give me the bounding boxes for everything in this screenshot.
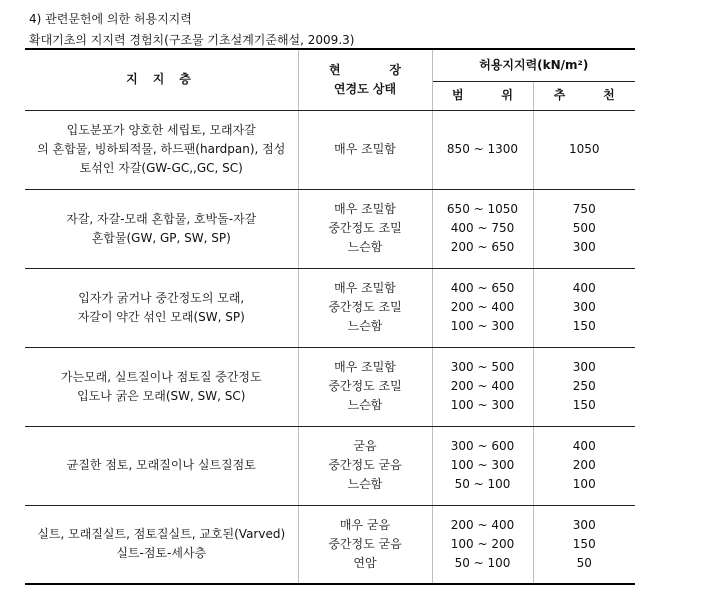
table-row bbox=[25, 505, 635, 584]
table-row bbox=[25, 426, 635, 505]
range-cell-line: 400 ~ 650 bbox=[450, 281, 515, 295]
layer-cell-line: 입자가 굵거나 중간정도의 모래, bbox=[78, 290, 245, 305]
state-cell-line: 느슨함 bbox=[347, 319, 383, 333]
state-cell-line: 느슨함 bbox=[347, 398, 383, 412]
range-cell-line: 200 ~ 400 bbox=[450, 379, 515, 393]
section-heading: 4) 관련문헌에 의한 허용지지력 bbox=[29, 12, 192, 26]
state-cell-line: 연암 bbox=[353, 555, 377, 570]
table-row bbox=[25, 110, 635, 189]
layer-cell-line: 가는모래, 실트질이나 점토질 중간정도 bbox=[60, 369, 262, 384]
recommended-cell-line: 300 bbox=[572, 240, 596, 254]
recommended-cell bbox=[533, 347, 635, 426]
recommended-cell-line: 250 bbox=[572, 379, 596, 393]
recommended-cell-line: 150 bbox=[572, 319, 596, 333]
state-cell bbox=[298, 189, 432, 268]
state-cell-line: 매우 굳음 bbox=[339, 517, 391, 532]
header-state-line1-left: 현 bbox=[329, 62, 341, 77]
range-cell-line: 200 ~ 650 bbox=[450, 240, 515, 254]
state-cell-line: 중간정도 굳음 bbox=[328, 536, 402, 551]
layer-cell-line: 의 혼합물, 빙하퇴적물, 하드팬(hardpan), 점성 bbox=[37, 142, 286, 156]
layer-cell-line: 균질한 점토, 모래질이나 실트질점토 bbox=[66, 458, 256, 472]
state-cell-line: 굳음 bbox=[353, 439, 377, 453]
range-cell bbox=[432, 426, 533, 505]
recommended-cell bbox=[533, 268, 635, 347]
layer-cell bbox=[25, 268, 298, 347]
range-cell-line: 300 ~ 600 bbox=[450, 439, 515, 453]
header-recommended: 추 천 bbox=[533, 81, 635, 110]
range-cell-line: 100 ~ 300 bbox=[450, 398, 515, 412]
range-cell-line: 300 ~ 500 bbox=[450, 360, 515, 374]
recommended-cell bbox=[533, 189, 635, 268]
range-cell bbox=[432, 189, 533, 268]
recommended-cell-line: 300 bbox=[572, 517, 596, 532]
range-cell bbox=[432, 268, 533, 347]
state-cell-line: 매우 조밀함 bbox=[334, 360, 396, 374]
header-capacity: 허용지지력(kN/m²) bbox=[432, 49, 635, 81]
recommended-cell-line: 300 bbox=[572, 360, 596, 374]
recommended-cell-line: 150 bbox=[572, 398, 596, 412]
range-cell-line: 50 ~ 100 bbox=[454, 555, 511, 570]
header-state-line1 bbox=[329, 61, 401, 80]
layer-cell bbox=[25, 110, 298, 189]
range-cell-line: 50 ~ 100 bbox=[454, 477, 511, 491]
state-cell bbox=[298, 110, 432, 189]
range-cell-line: 200 ~ 400 bbox=[450, 300, 515, 314]
recommended-cell-line: 100 bbox=[572, 477, 596, 491]
state-cell-line: 매우 조밀함 bbox=[334, 142, 396, 156]
layer-cell-line: 자갈, 자갈-모래 혼합물, 호박돌-자갈 bbox=[66, 211, 257, 226]
header-state-line2: 연경도 상태 bbox=[333, 81, 397, 96]
state-cell bbox=[298, 426, 432, 505]
state-cell-line: 중간정도 조밀 bbox=[328, 379, 402, 393]
range-cell bbox=[432, 110, 533, 189]
state-cell-line: 느슨함 bbox=[347, 477, 383, 491]
layer-cell-line: 입도분포가 양호한 세립토, 모래자갈 bbox=[66, 123, 256, 137]
table-row bbox=[25, 189, 635, 268]
recommended-cell-line: 400 bbox=[572, 439, 596, 453]
range-cell bbox=[432, 505, 533, 584]
recommended-cell bbox=[533, 110, 635, 189]
layer-cell-line: 혼합물(GW, GP, SW, SP) bbox=[91, 230, 231, 245]
range-cell-line: 100 ~ 300 bbox=[450, 319, 515, 333]
layer-cell-line: 입도나 굵은 모래(SW, SW, SC) bbox=[77, 388, 246, 403]
state-cell bbox=[298, 347, 432, 426]
layer-cell-line: 토섞인 자갈(GW-GC,,GC, SC) bbox=[79, 161, 243, 175]
state-cell-line: 매우 조밀함 bbox=[334, 281, 396, 295]
state-cell bbox=[298, 268, 432, 347]
range-cell-line: 400 ~ 750 bbox=[450, 221, 515, 235]
range-cell bbox=[432, 347, 533, 426]
recommended-cell-line: 750 bbox=[572, 202, 596, 216]
range-cell-line: 200 ~ 400 bbox=[450, 517, 515, 532]
table-caption: 확대기초의 지지력 경험치(구조물 기초설계기준해설, 2009.3) bbox=[29, 33, 355, 47]
layer-cell-line: 실트, 모래질실트, 점토질실트, 교호된(Varved) bbox=[37, 527, 286, 542]
layer-cell bbox=[25, 505, 298, 584]
state-cell-line: 중간정도 조밀 bbox=[328, 300, 402, 314]
range-cell-line: 100 ~ 300 bbox=[450, 458, 515, 472]
header-state bbox=[298, 49, 432, 110]
header-layer-text: 지 지 층 bbox=[126, 72, 197, 87]
bearing-capacity-table bbox=[25, 48, 635, 585]
state-cell-line: 중간정도 조밀 bbox=[328, 221, 402, 235]
recommended-cell bbox=[533, 505, 635, 584]
state-cell bbox=[298, 505, 432, 584]
recommended-cell-line: 150 bbox=[572, 536, 596, 551]
header-state-line1-right: 장 bbox=[389, 62, 401, 77]
recommended-cell bbox=[533, 426, 635, 505]
recommended-cell-line: 50 bbox=[576, 555, 592, 570]
range-cell-line: 100 ~ 200 bbox=[450, 536, 515, 551]
layer-cell-line: 자갈이 약간 섞인 모래(SW, SP) bbox=[77, 309, 245, 324]
recommended-cell-line: 300 bbox=[572, 300, 596, 314]
range-cell-line: 850 ~ 1300 bbox=[446, 142, 519, 156]
table-row bbox=[25, 268, 635, 347]
recommended-cell-line: 200 bbox=[572, 458, 596, 472]
state-cell-line: 느슨함 bbox=[347, 240, 383, 254]
header-row-1 bbox=[25, 49, 635, 81]
recommended-cell-line: 500 bbox=[572, 221, 596, 235]
table-body bbox=[25, 49, 635, 584]
table-row bbox=[25, 347, 635, 426]
recommended-cell-line: 400 bbox=[572, 281, 596, 295]
recommended-cell-line: 1050 bbox=[568, 142, 600, 156]
header-layer bbox=[25, 49, 298, 110]
state-cell-line: 중간정도 굳음 bbox=[328, 458, 402, 472]
layer-cell bbox=[25, 347, 298, 426]
layer-cell bbox=[25, 189, 298, 268]
range-cell-line: 650 ~ 1050 bbox=[446, 202, 519, 216]
state-cell-line: 매우 조밀함 bbox=[334, 202, 396, 216]
layer-cell-line: 실트-점토-세사층 bbox=[116, 546, 207, 561]
layer-cell bbox=[25, 426, 298, 505]
header-range: 범 위 bbox=[432, 81, 533, 110]
